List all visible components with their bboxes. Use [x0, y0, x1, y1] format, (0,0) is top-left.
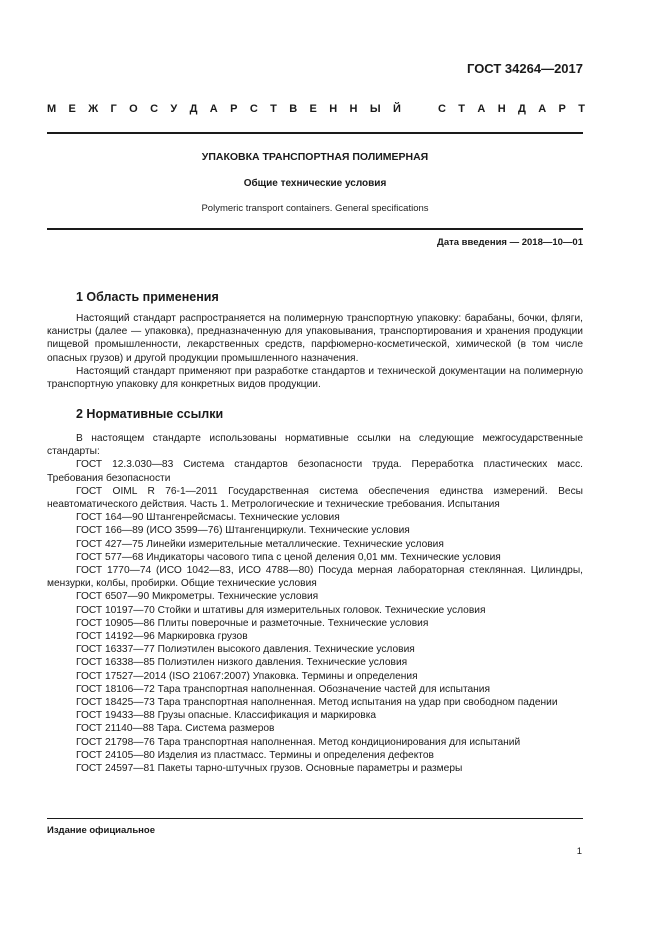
reference-item: ГОСТ 12.3.030—83 Система стандартов безопасности труда. Переработка пластических масс. Требования безопасности [47, 459, 583, 484]
reference-item: ГОСТ 10197—70 Стойки и штативы для измерительных головок. Технические условия [76, 604, 486, 616]
banner-letter: А [209, 103, 218, 115]
banner-letter: Д [189, 103, 198, 115]
reference-item: ГОСТ 17527—2014 (ISO 21067:2007) Упаковка. Термины и определения [76, 670, 418, 682]
document-title: УПАКОВКА ТРАНСПОРТНАЯ ПОЛИМЕРНАЯ [201, 151, 429, 163]
banner-letter: Й [393, 103, 401, 115]
paragraph: Настоящий стандарт распространяется на полимерную транспортную упаковку: барабаны, бочки, фляги, канистры (далее — упаковка), предназначенную для упаковывания, транспортирования и хранения продукции пищевой промышленности, лекарственных средств, парфюмерно-косметической, химической (в том числе опасных грузов) и другой продукции промышленного назначения. [47, 313, 583, 364]
reference-item: ГОСТ 427—75 Линейки измерительные металлические. Технические условия [76, 538, 444, 550]
banner-letter: Н [349, 103, 358, 115]
banner-letter: Т [458, 103, 466, 115]
reference-item: ГОСТ 10905—86 Плиты поверочные и разметочные. Технические условия [76, 617, 429, 629]
reference-item: ГОСТ 19433—88 Грузы опасные. Классификация и маркировка [76, 710, 377, 722]
banner-letter: О [129, 103, 138, 115]
introduction-date: Дата введения — 2018—10—01 [437, 237, 583, 248]
document-subtitle: Общие технические условия [243, 178, 387, 189]
reference-item: ГОСТ OIML R 76-1—2011 Государственная система обеспечения единства измерений. Весы неавтоматического действия. Часть 1. Метрологические и технические требования. Испытания [47, 485, 583, 511]
banner-letter: Т [270, 103, 277, 115]
banner-letter: Т [578, 103, 585, 115]
standard-type-banner [47, 103, 585, 115]
reference-item: ГОСТ 14192—96 Маркировка грузов [76, 631, 248, 643]
header-rule [47, 132, 583, 134]
reference-item: ГОСТ 21798—76 Тара транспортная наполненная. Метод кондиционирования для испытаний [76, 736, 521, 748]
banner-letter: Д [518, 103, 526, 115]
banner-letter: Р [230, 103, 238, 115]
banner-letter: Р [558, 103, 566, 115]
banner-letter: Е [68, 103, 76, 115]
reference-item: ГОСТ 24597—81 Пакеты тарно-штучных грузов. Основные параметры и размеры [76, 763, 463, 775]
banner-letter: Г [110, 103, 117, 115]
banner-letter: В [289, 103, 298, 115]
banner-letter: Ы [369, 103, 381, 115]
banner-letter: Е [309, 103, 317, 115]
reference-item: ГОСТ 18425—73 Тара транспортная наполненная. Метод испытания на удар при свободном падении [76, 697, 558, 709]
banner-letter: С [437, 103, 446, 115]
section-1-heading: 1 Область применения [76, 290, 219, 304]
reference-item: ГОСТ 16337—77 Полиэтилен высокого давления. Технические условия [76, 644, 415, 656]
banner-letter: А [538, 103, 547, 115]
banner-letter: Н [497, 103, 506, 115]
footer-rule [47, 818, 583, 819]
reference-item: ГОСТ 6507—90 Микрометры. Технические условия [76, 591, 319, 603]
document-code: ГОСТ 34264—2017 [467, 61, 583, 76]
reference-item: ГОСТ 166—89 (ИСО 3599—76) Штангенциркули. Технические условия [76, 525, 410, 537]
banner-letter: М [47, 103, 57, 115]
section-1-body [47, 312, 583, 391]
section-2-body [47, 432, 583, 775]
official-edition-label: Издание официальное [47, 825, 155, 836]
english-title: Polymeric transport containers. General specifications [201, 203, 429, 214]
reference-item: ГОСТ 16338—85 Полиэтилен низкого давления. Технические условия [76, 657, 408, 669]
reference-item: ГОСТ 164—90 Штангенрейсмасы. Технические условия [76, 512, 340, 524]
banner-letter: Н [329, 103, 338, 115]
page-number: 1 [576, 846, 582, 857]
banner-letter: Ж [88, 103, 99, 115]
reference-item: ГОСТ 24105—80 Изделия из пластмасс. Термины и определения дефектов [76, 749, 434, 761]
title-rule [47, 228, 583, 230]
reference-item: ГОСТ 577—68 Индикаторы часового типа с ценой деления 0,01 мм. Технические условия [76, 551, 501, 563]
paragraph: В настоящем стандарте использованы нормативные ссылки на следующие межгосударственные стандарты: [47, 433, 583, 458]
reference-item: ГОСТ 21140—88 Тара. Система размеров [76, 723, 275, 735]
section-2-heading: 2 Нормативные ссылки [76, 407, 224, 421]
banner-letter: У [170, 103, 178, 115]
banner-letter: С [150, 103, 159, 115]
reference-item: ГОСТ 1770—74 (ИСО 1042—83, ИСО 4788—80) Посуда мерная лабораторная стеклянная. Цилиндры, мензурки, колбы, пробирки. Общие технические условия [47, 565, 583, 590]
banner-letter: А [477, 103, 486, 115]
reference-item: ГОСТ 18106—72 Тара транспортная наполненная. Обозначение частей для испытания [76, 683, 490, 695]
banner-letter: С [249, 103, 258, 115]
paragraph: Настоящий стандарт применяют при разработке стандартов и технической документации на полимерную транспортную упаковку для конкретных видов продукции. [47, 365, 583, 391]
